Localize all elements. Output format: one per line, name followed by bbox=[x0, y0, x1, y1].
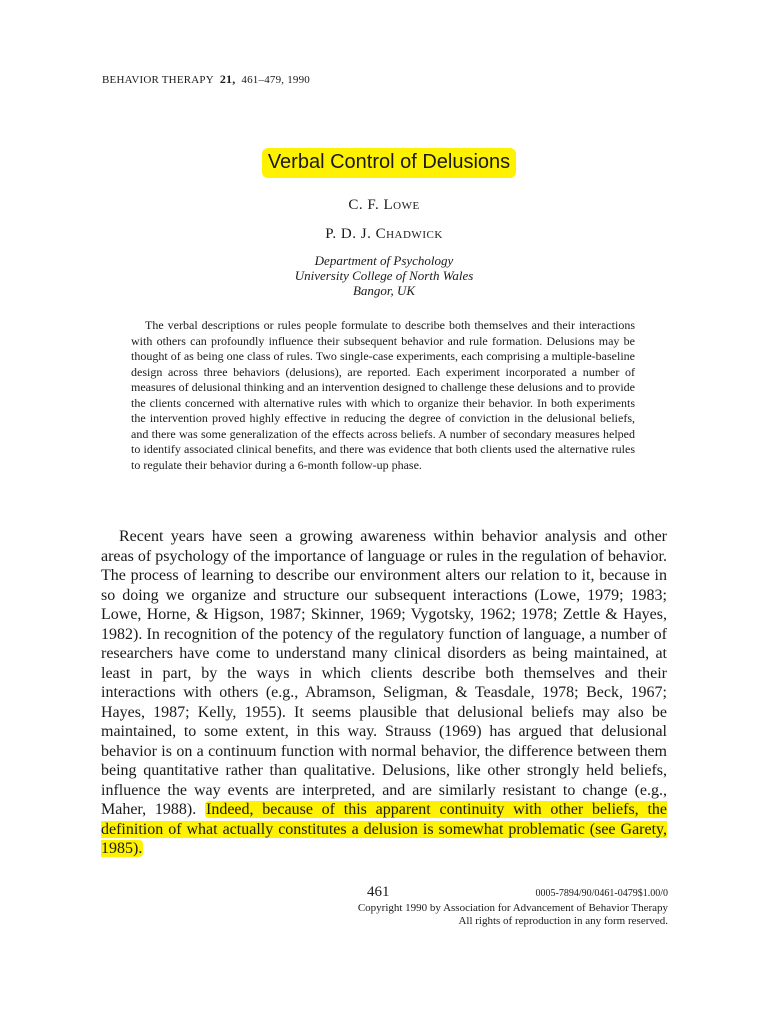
running-head bbox=[102, 72, 310, 87]
paper-title: Verbal Control of Delusions bbox=[262, 148, 516, 178]
affiliation-location: Bangor, UK bbox=[352, 283, 416, 298]
journal-pages: 461–479, 1990 bbox=[241, 74, 311, 86]
highlighted-text: Indeed, because of this apparent continuity with other beliefs, the definition of what actually constitutes a delusion is somewhat problematic (see Garety, 1985). bbox=[101, 801, 667, 857]
author-2-initials: P. D. J. bbox=[325, 226, 376, 242]
author-2-surname: Chadwick bbox=[375, 226, 443, 242]
author-2 bbox=[0, 226, 768, 243]
abstract: The verbal descriptions or rules people formulate to describe both themselves and their interactions with others can profoundly influence their subsequent behavior and rule formation. Delusions may be thought of as being one class of rules. Two single-case experiments, each comprising a multiple-baseline design across three behaviors (delusions), are reported. Each experiment incorporated a number of measures of delusional thinking and an intervention designed to challenge these delusions and to provide the clients concerned with alternative rules with which to organize their behavior. In both experiments the intervention proved highly effective in reducing the degree of conviction in the delusional beliefs, and there was some generalization of the effects across beliefs. A number of secondary measures helped to identify associated clinical benefits, and there was evidence that both clients used the alternative rules to regulate their behavior during a 6-month follow-up phase. bbox=[131, 318, 635, 472]
copyright-notice: Copyright 1990 by Association for Advancement of Behavior Therapy bbox=[357, 902, 668, 914]
author-1-surname: Lowe bbox=[383, 197, 420, 213]
affiliation-department: Department of Psychology bbox=[314, 253, 454, 268]
body-text: Recent years have seen a growing awareness within behavior analysis and other areas of psychology of the importance of language or rules in the regulation of behavior. The process of learning to describe our environment alters our relation to it, because in so doing we organize and structure our subsequent interactions (Lowe, 1979; 1983; Lowe, Horne, & Higson, 1987; Skinner, 1969; Vygotsky, 1962; 1978; Zettle & Hayes, 1982). In recognition of the potency of the regulatory function of language, a number of researchers have come to understand many clinical disorders as being maintained, at least in part, by the ways in which clients describe both themselves and their interactions with others (e.g., Abramson, Seligman, & Teasdale, 1978; Beck, 1967; Hayes, 1987; Kelly, 1955). It seems plausible that delusional beliefs may also be maintained, to some extent, in this way. Strauss (1969) has argued that delusional behavior is on a continuum function with normal behavior, the difference between them being quantitative rather than qualitative. Delusions, like other strongly held beliefs, influence the way events are interpreted, and are similarly resistant to change (e.g., Maher, 1988). bbox=[101, 528, 667, 818]
journal-name: BEHAVIOR THERAPY bbox=[102, 74, 214, 86]
journal-volume: 21, bbox=[219, 72, 236, 86]
author-1 bbox=[0, 197, 768, 214]
issn-code: 0005-7894/90/0461-0479$1.00/0 bbox=[535, 888, 668, 899]
page-number: 461 bbox=[367, 884, 390, 900]
author-1-initials: C. F. bbox=[348, 197, 384, 213]
title-block bbox=[0, 148, 768, 178]
affiliation-university: University College of North Wales bbox=[294, 268, 474, 283]
rights-notice: All rights of reproduction in any form reserved. bbox=[458, 915, 668, 927]
body-paragraph bbox=[101, 527, 667, 859]
